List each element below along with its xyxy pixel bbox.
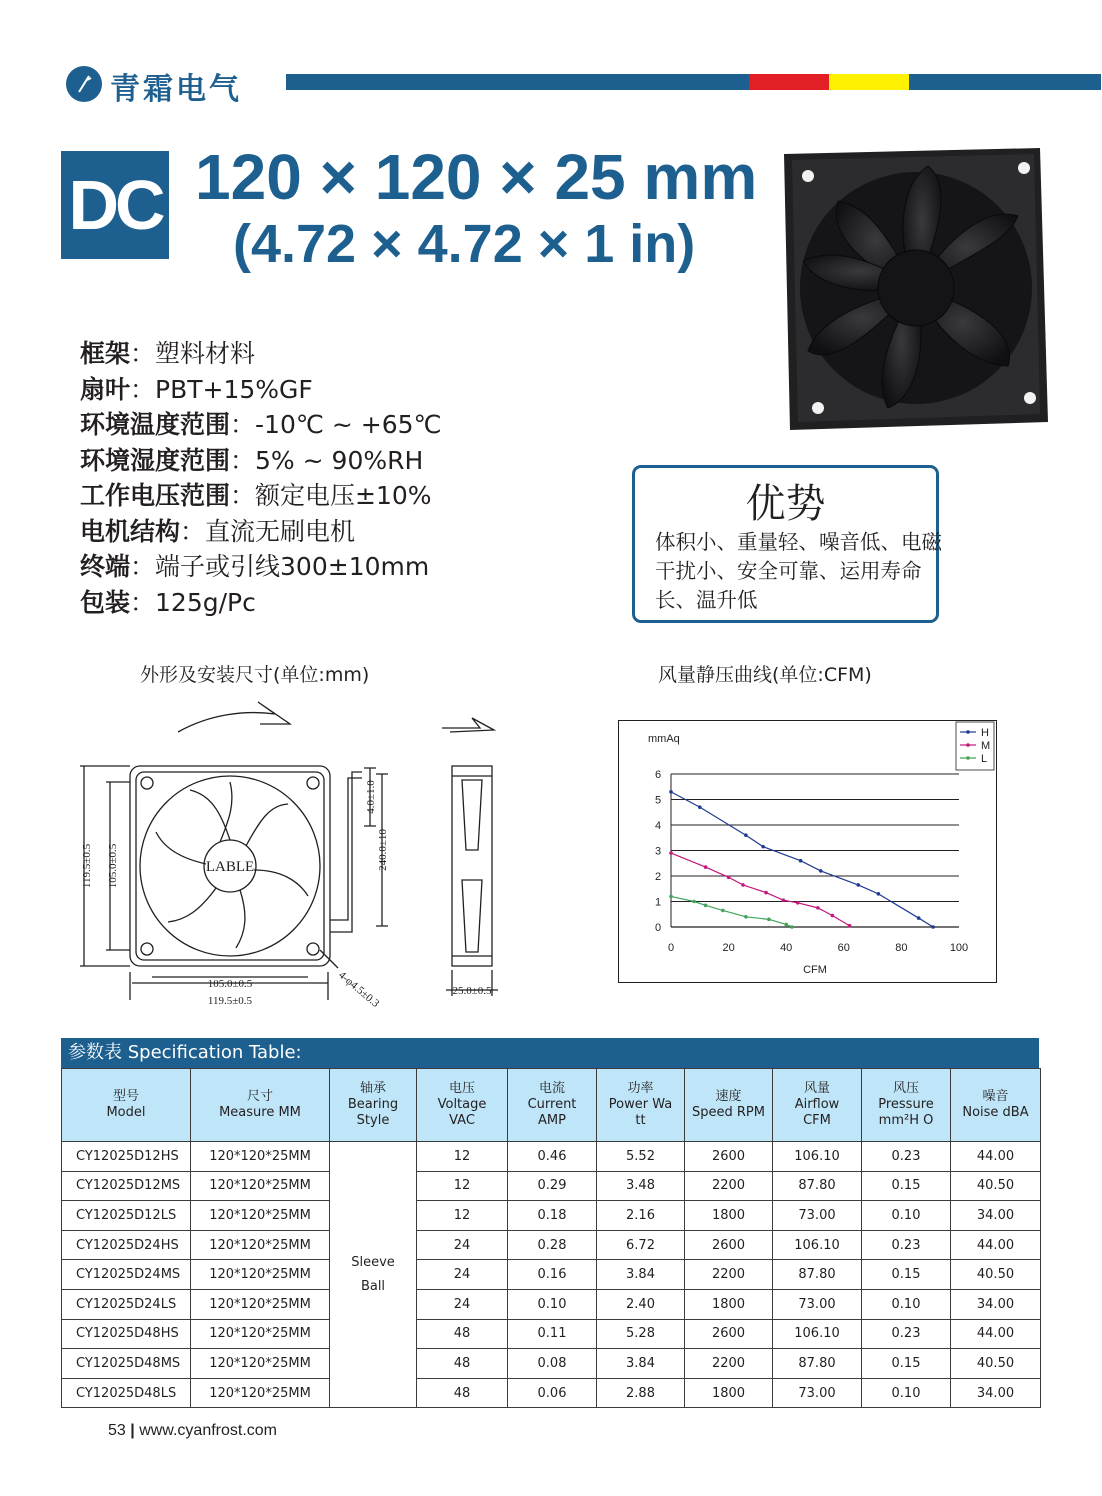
table-cell: 0.15: [862, 1349, 951, 1379]
table-cell: 0.16: [508, 1260, 597, 1290]
table-cell: 2.40: [597, 1289, 685, 1319]
data-point: [704, 865, 708, 869]
data-point: [704, 904, 708, 908]
table-row: [62, 1378, 1041, 1408]
spec-item: 环境温度范围：-10℃ ~ +65℃: [80, 410, 442, 439]
spec-item: 工作电压范围：额定电压±10%: [80, 481, 432, 510]
data-point: [819, 869, 823, 873]
x-tick-label: 20: [722, 942, 735, 954]
airflow-pressure-chart: [618, 720, 998, 984]
table-cell: 3.84: [597, 1349, 685, 1379]
table-cell: 2600: [685, 1319, 773, 1349]
chart-ylabel: mmAq: [648, 733, 680, 745]
data-point: [744, 915, 748, 919]
spec-item: 终端：端子或引线300±10mm: [80, 552, 430, 581]
table-row: [62, 1230, 1041, 1260]
table-cell: 0.23: [862, 1319, 951, 1349]
table-cell: 2600: [685, 1230, 773, 1260]
model-cell: CY12025D24MS: [62, 1260, 191, 1290]
advantages-box: [632, 465, 942, 623]
legend-marker: [966, 743, 970, 747]
table-cell: 73.00: [773, 1201, 862, 1231]
fan-label: LABLE: [205, 859, 255, 875]
table-cell: 1800: [685, 1378, 773, 1408]
table-cell: 5.28: [597, 1319, 685, 1349]
table-header-cell: 电流 Current AMP: [508, 1069, 597, 1142]
drawing-caption: 外形及安装尺寸(单位:mm): [140, 664, 370, 686]
model-cell: CY12025D24HS: [62, 1230, 191, 1260]
logo-icon: [66, 66, 102, 102]
table-cell: 0.23: [862, 1230, 951, 1260]
table-cell: 120*120*25MM: [191, 1201, 330, 1231]
table-row: [62, 1319, 1041, 1349]
table-cell: 44.00: [951, 1142, 1041, 1172]
table-title: 参数表 Specification Table:: [61, 1038, 1039, 1068]
table-cell: 120*120*25MM: [191, 1260, 330, 1290]
table-cell: 3.48: [597, 1171, 685, 1201]
table-cell: 0.06: [508, 1378, 597, 1408]
legend-label: H: [981, 727, 989, 739]
table-header-row: [62, 1069, 1041, 1142]
spec-item: 环境湿度范围：5% ~ 90%RH: [80, 445, 424, 475]
x-tick-label: 80: [895, 942, 908, 954]
x-tick-label: 0: [667, 942, 675, 954]
legend-label: L: [981, 753, 988, 765]
table-row: [62, 1260, 1041, 1290]
data-point: [692, 900, 696, 904]
data-point: [931, 925, 935, 929]
table-row: [62, 1349, 1041, 1379]
model-cell: CY12025D48LS: [62, 1378, 191, 1408]
model-cell: CY12025D24LS: [62, 1289, 191, 1319]
chart-caption: 风量静压曲线(单位:CFM): [658, 664, 872, 686]
data-point: [816, 906, 820, 910]
legend-marker: [966, 730, 970, 734]
data-point: [767, 918, 771, 922]
dim-width-outer: 119.5±0.5: [207, 995, 253, 1007]
table-cell: 24: [417, 1260, 508, 1290]
header-stripe: [286, 74, 1101, 90]
model-cell: CY12025D12HS: [62, 1142, 191, 1172]
footer: 53 | www.cyanfrost.com: [108, 1422, 277, 1439]
model-cell: CY12025D48MS: [62, 1349, 191, 1379]
data-point: [761, 845, 765, 849]
chart-xlabel: CFM: [803, 964, 827, 976]
table-cell: 24: [417, 1230, 508, 1260]
model-cell: CY12025D12MS: [62, 1171, 191, 1201]
dim-depth: 25.0±0.5: [452, 985, 492, 997]
table-cell: 106.10: [773, 1142, 862, 1172]
table-cell: 34.00: [951, 1378, 1041, 1408]
table-cell: 120*120*25MM: [191, 1319, 330, 1349]
data-point: [782, 898, 786, 902]
table-row: [62, 1201, 1041, 1231]
table-cell: 120*120*25MM: [191, 1378, 330, 1408]
data-point: [669, 790, 673, 794]
table-cell: 48: [417, 1349, 508, 1379]
data-point: [669, 895, 673, 899]
table-cell: 48: [417, 1378, 508, 1408]
data-point: [848, 924, 852, 928]
spec-item: 框架：塑料材料: [80, 339, 256, 368]
table-cell: 2200: [685, 1260, 773, 1290]
advantages-title: 优势: [745, 481, 826, 527]
table-row: [62, 1142, 1041, 1172]
table-cell: 44.00: [951, 1319, 1041, 1349]
data-point: [744, 833, 748, 837]
table-cell: 0.11: [508, 1319, 597, 1349]
table-cell: 0.15: [862, 1171, 951, 1201]
model-cell: CY12025D12LS: [62, 1201, 191, 1231]
table-cell: 0.18: [508, 1201, 597, 1231]
table-header-cell: 风量 Airflow CFM: [773, 1069, 862, 1142]
rotation-arrow-icon: [178, 702, 290, 732]
table-cell: 106.10: [773, 1319, 862, 1349]
table-cell: 106.10: [773, 1230, 862, 1260]
table-cell: 120*120*25MM: [191, 1142, 330, 1172]
table-cell: 2.88: [597, 1378, 685, 1408]
table-cell: 12: [417, 1171, 508, 1201]
table-cell: 0.46: [508, 1142, 597, 1172]
y-tick-label: 4: [654, 820, 662, 832]
dim-lead-gap: 4.0±1.0: [365, 780, 377, 814]
spec-item: 包装：125g/Pc: [80, 587, 256, 617]
table-cell: 40.50: [951, 1260, 1041, 1290]
dimension-drawing: [70, 700, 510, 1020]
table-cell: 87.80: [773, 1171, 862, 1201]
legend-marker: [966, 756, 970, 760]
y-tick-label: 6: [654, 769, 662, 781]
x-tick-label: 100: [949, 942, 969, 954]
table-cell: 0.28: [508, 1230, 597, 1260]
dim-height-outer: 119.5±0.5: [81, 843, 93, 889]
spec-list: [80, 336, 442, 620]
data-point: [877, 892, 881, 896]
table-cell: 120*120*25MM: [191, 1171, 330, 1201]
dim-width-inner: 105.0±0.5: [207, 978, 253, 990]
table-header-cell: 尺寸 Measure MM: [191, 1069, 330, 1142]
table-cell: 2200: [685, 1171, 773, 1201]
table-header-cell: 噪音 Noise dBA: [951, 1069, 1041, 1142]
page-subtitle: (4.72 × 4.72 × 1 in): [233, 214, 696, 274]
data-point: [790, 925, 794, 929]
fan-photo: [778, 146, 1050, 432]
table-cell: 34.00: [951, 1201, 1041, 1231]
table-cell: 48: [417, 1319, 508, 1349]
data-point: [799, 859, 803, 863]
y-tick-label: 2: [654, 871, 662, 883]
table-cell: 6.72: [597, 1230, 685, 1260]
footer-url: www.cyanfrost.com: [139, 1422, 277, 1439]
table-cell: 73.00: [773, 1378, 862, 1408]
data-point: [856, 883, 860, 887]
table-header-cell: 型号 Model: [62, 1069, 191, 1142]
table-cell: 120*120*25MM: [191, 1349, 330, 1379]
table-cell: 0.10: [508, 1289, 597, 1319]
table-cell: 40.50: [951, 1349, 1041, 1379]
brand-name: 青霜电气: [110, 72, 242, 107]
table-cell: 34.00: [951, 1289, 1041, 1319]
table-row: [62, 1289, 1041, 1319]
dc-badge: DC: [61, 151, 169, 259]
dim-lead-length: 240.0±10: [377, 829, 389, 871]
advantages-text: 体积小、重量轻、噪音低、电磁干扰小、安全可靠、运用寿命长、温升低: [655, 530, 942, 612]
y-tick-label: 3: [654, 845, 662, 858]
table-cell: 24: [417, 1289, 508, 1319]
table-cell: 2200: [685, 1349, 773, 1379]
table-cell: 5.52: [597, 1142, 685, 1172]
x-tick-label: 60: [837, 942, 850, 954]
table-cell: 0.23: [862, 1142, 951, 1172]
table-cell: 3.84: [597, 1260, 685, 1290]
data-point: [764, 891, 768, 895]
table-header-cell: 轴承 Bearing Style: [330, 1069, 417, 1142]
dim-height-inner: 105.0±0.5: [107, 843, 119, 889]
y-tick-label: 0: [654, 922, 662, 934]
data-point: [784, 923, 788, 927]
data-point: [741, 883, 745, 887]
legend-label: M: [981, 740, 991, 752]
table-cell: 2600: [685, 1142, 773, 1172]
table-cell: 0.15: [862, 1260, 951, 1290]
table-cell: 44.00: [951, 1230, 1041, 1260]
page-title: 120 × 120 × 25 mm: [195, 141, 758, 213]
table-cell: 0.29: [508, 1171, 597, 1201]
y-tick-label: 1: [654, 896, 662, 909]
spec-table: [61, 1068, 1041, 1408]
x-tick-label: 40: [780, 942, 793, 954]
table-cell: 0.10: [862, 1201, 951, 1231]
table-cell: 87.80: [773, 1349, 862, 1379]
table-cell: 1800: [685, 1289, 773, 1319]
table-row: [62, 1171, 1041, 1201]
table-cell: 0.10: [862, 1378, 951, 1408]
bearing-cell: Sleeve Ball: [330, 1142, 417, 1408]
table-cell: 2.16: [597, 1201, 685, 1231]
table-cell: 87.80: [773, 1260, 862, 1290]
table-cell: 73.00: [773, 1289, 862, 1319]
table-cell: 0.10: [862, 1289, 951, 1319]
data-point: [721, 909, 725, 913]
data-point: [830, 914, 834, 918]
data-point: [669, 851, 673, 855]
table-header-cell: 电压 Voltage VAC: [417, 1069, 508, 1142]
table-cell: 12: [417, 1142, 508, 1172]
table-header-cell: 速度 Speed RPM: [685, 1069, 773, 1142]
table-cell: 1800: [685, 1201, 773, 1231]
dim-hole: 4-φ4.5±0.3: [336, 969, 382, 1010]
airflow-arrow-icon: [442, 718, 494, 732]
table-cell: 120*120*25MM: [191, 1230, 330, 1260]
page-number: 53: [108, 1422, 126, 1439]
table-cell: 0.08: [508, 1349, 597, 1379]
model-cell: CY12025D48HS: [62, 1319, 191, 1349]
spec-item: 电机结构：直流无刷电机: [80, 516, 356, 546]
table-header-cell: 功率 Power Wa tt: [597, 1069, 685, 1142]
table-cell: 120*120*25MM: [191, 1289, 330, 1319]
y-tick-label: 5: [654, 794, 662, 807]
data-point: [698, 805, 702, 809]
table-cell: 40.50: [951, 1171, 1041, 1201]
spec-item: 扇叶：PBT+15%GF: [80, 374, 313, 404]
table-header-cell: 风压 Pressure mm²H O: [862, 1069, 951, 1142]
data-point: [727, 875, 731, 879]
data-point: [917, 916, 921, 920]
data-point: [796, 901, 800, 905]
table-cell: 12: [417, 1201, 508, 1231]
